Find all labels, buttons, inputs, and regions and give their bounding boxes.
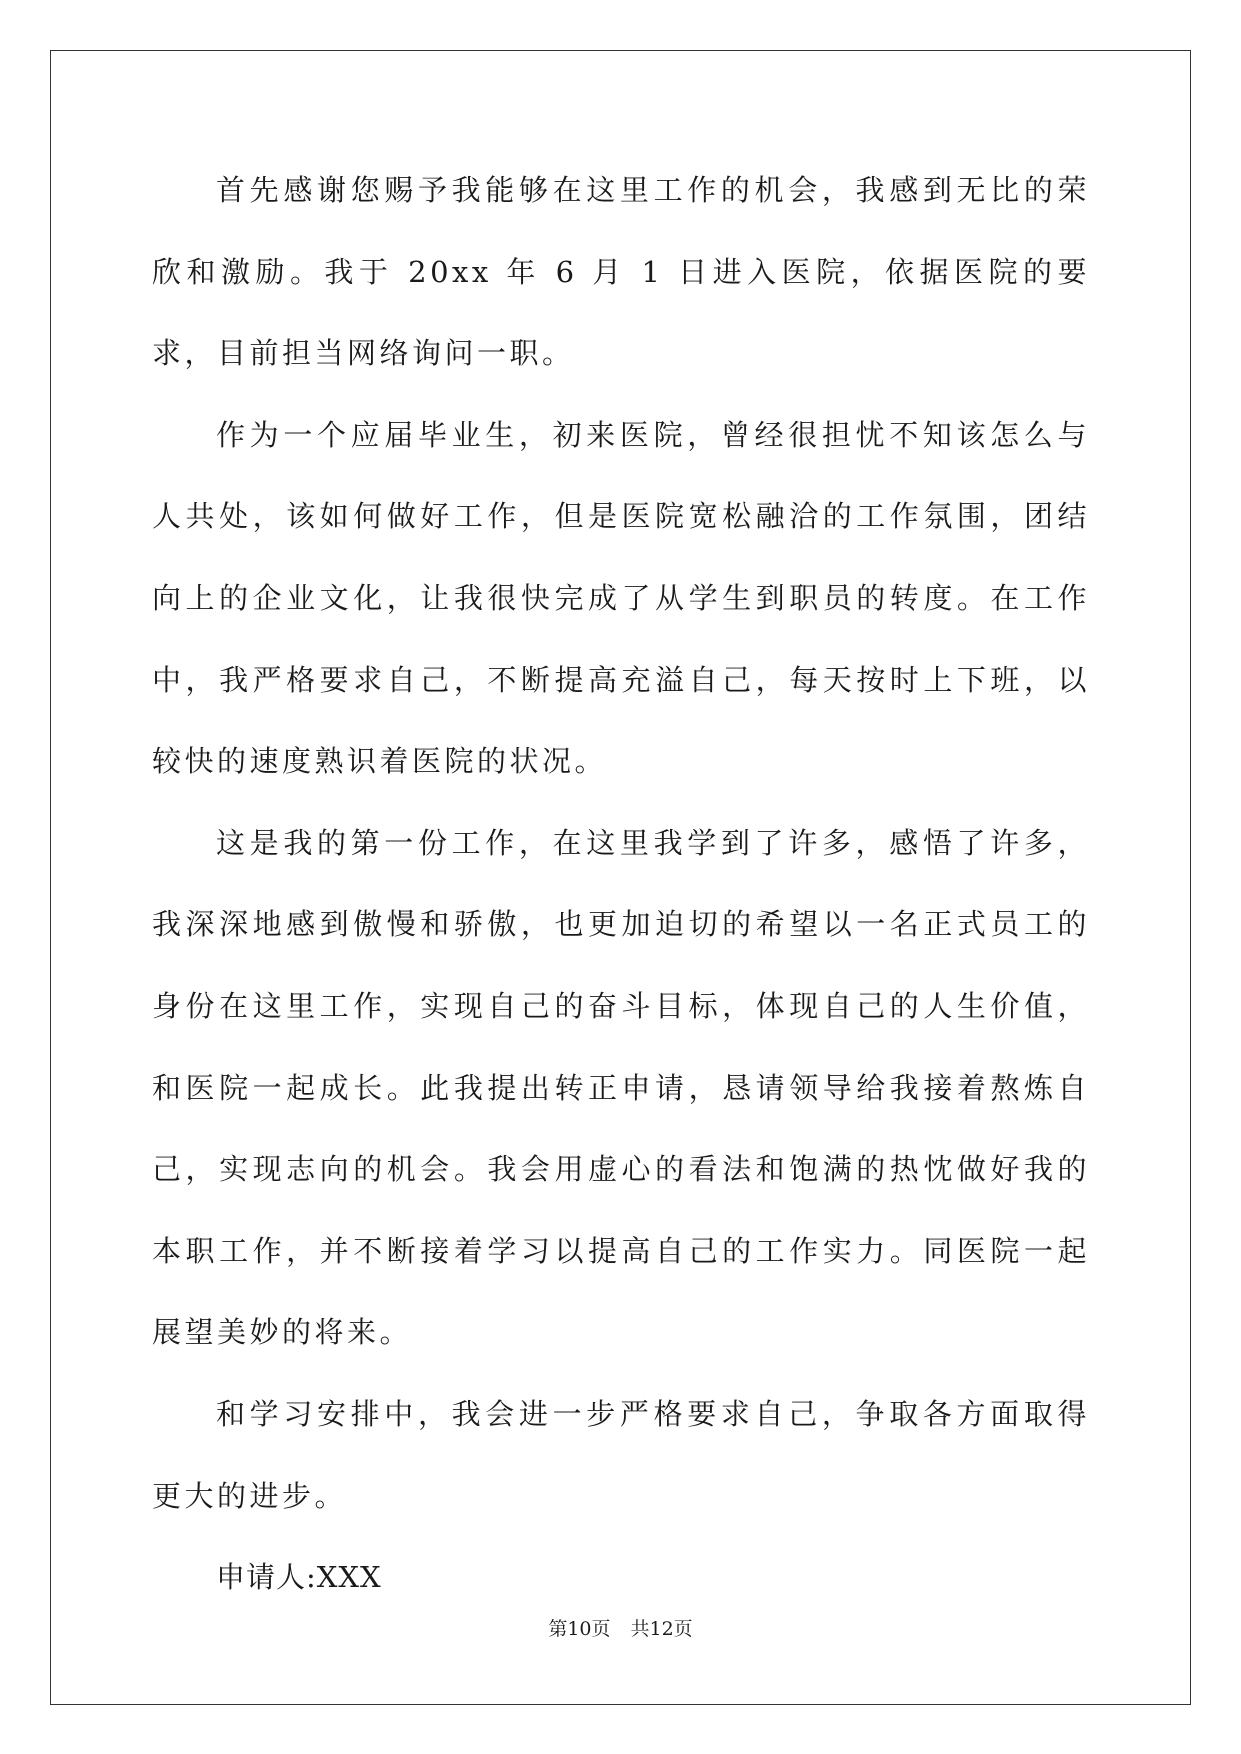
page-number-footer [0, 1617, 1241, 1641]
total-pages-label: 共12页 [630, 1618, 693, 1640]
current-page-label: 第10页 [548, 1618, 611, 1640]
paragraph-closing: 和学习安排中，我会进一步严格要求自己，争取各方面取得更大的进步。 [152, 1396, 1090, 1513]
applicant-signature: 申请人:XXX [216, 1560, 382, 1595]
document-body [152, 150, 1090, 1619]
paragraph-adaptation: 作为一个应届毕业生，初来医院，曾经很担忧不知该怎么与人共处，该如何做好工作，但是医院宽松融洽的工作氛围，团结向上的企业文化，让我很快完成了从学生到职员的转度。在工作中，我严格要求自己，不断提高充溢自己，每天按时上下班，以较快的速度熟识着医院的状况。 [152, 417, 1090, 779]
paragraph-thanks: 首先感谢您赐予我能够在这里工作的机会，我感到无比的荣欣和激励。我于 20xx 年 6 月 1 日进入医院，依据医院的要求，目前担当网络询问一职。 [152, 173, 1090, 371]
paragraph-application: 这是我的第一份工作，在这里我学到了许多，感悟了许多，我深深地感到傲慢和骄傲，也更加迫切的希望以一名正式员工的身份在这里工作，实现自己的奋斗目标，体现自己的人生价值，和医院一起成长。此我提出转正申请，恳请领导给我接着熬炼自己，实现志向的机会。我会用虚心的看法和饱满的热忱做好我的本职工作，并不断接着学习以提高自己的工作实力。同医院一起展望美妙的将来。 [152, 825, 1090, 1350]
